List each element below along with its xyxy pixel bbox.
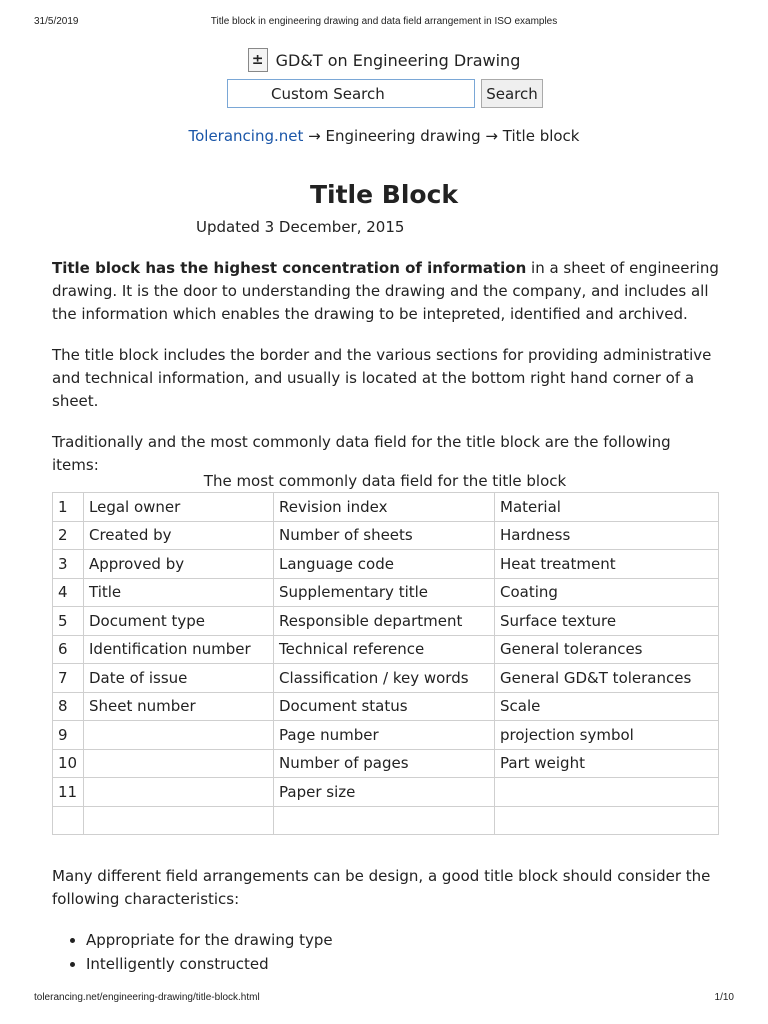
search-button[interactable]: Search <box>481 79 543 108</box>
row-number-cell: 8 <box>53 692 84 721</box>
table-row <box>53 664 719 693</box>
table-cell <box>84 749 274 778</box>
table-row <box>53 806 719 835</box>
table-cell <box>84 806 274 835</box>
row-number-cell: 11 <box>53 778 84 807</box>
table-cell: General tolerances <box>495 635 719 664</box>
row-number-cell: 1 <box>53 493 84 522</box>
table-row <box>53 607 719 636</box>
table-cell: Coating <box>495 578 719 607</box>
search-form <box>227 79 543 108</box>
table-cell: Created by <box>84 521 274 550</box>
table-cell: Heat treatment <box>495 550 719 579</box>
table-cell: Technical reference <box>274 635 495 664</box>
print-date: 31/5/2019 <box>34 16 79 27</box>
updated-date: Updated 3 December, 2015 <box>196 218 405 236</box>
arrangement-paragraph: Many different field arrangements can be design, a good title block should consider the following characteristics: <box>52 867 711 908</box>
table-cell <box>495 778 719 807</box>
row-number-cell: 3 <box>53 550 84 579</box>
breadcrumb-separator: → <box>485 127 498 145</box>
intro-rest-text: in a sheet of engineering drawing. It is the door to understanding the drawing and the company, and includes all the information which enables the drawing to be intepreted, identified and archived. <box>52 259 719 323</box>
breadcrumb-home-link[interactable]: Tolerancing.net <box>188 127 304 145</box>
row-number-cell: 5 <box>53 607 84 636</box>
table-cell: Surface texture <box>495 607 719 636</box>
table-row <box>53 692 719 721</box>
breadcrumb-separator: → <box>308 127 321 145</box>
table-row <box>53 721 719 750</box>
table-cell: Responsible department <box>274 607 495 636</box>
table-row <box>53 578 719 607</box>
title-block-fields-table <box>52 492 719 835</box>
table-cell: Number of pages <box>274 749 495 778</box>
table-cell: Identification number <box>84 635 274 664</box>
row-number-cell: 2 <box>53 521 84 550</box>
table-cell <box>84 778 274 807</box>
table-cell <box>495 806 719 835</box>
download-tray-icon[interactable]: ± <box>248 48 268 72</box>
breadcrumb-section: Engineering drawing <box>325 127 481 145</box>
table-cell: Document type <box>84 607 274 636</box>
intro-bold-text: Title block has the highest concentration of information <box>52 259 527 277</box>
table-cell: projection symbol <box>495 721 719 750</box>
table-cell: Document status <box>274 692 495 721</box>
table-cell: Scale <box>495 692 719 721</box>
list-item: • Appropriate for the drawing type <box>86 928 333 952</box>
table-row <box>53 749 719 778</box>
table-cell: Date of issue <box>84 664 274 693</box>
table-cell: Part weight <box>495 749 719 778</box>
print-page-title: Title block in engineering drawing and data field arrangement in ISO examples <box>210 16 558 27</box>
search-input[interactable] <box>227 79 475 108</box>
row-number-cell: 9 <box>53 721 84 750</box>
print-url: tolerancing.net/engineering-drawing/title-block.html <box>34 992 260 1003</box>
table-row <box>53 635 719 664</box>
intro-paragraph <box>52 257 720 326</box>
list-item: • Intelligently constructed <box>86 952 333 976</box>
table-cell: Legal owner <box>84 493 274 522</box>
row-number-cell <box>53 806 84 835</box>
table-cell: Supplementary title <box>274 578 495 607</box>
table-cell <box>274 806 495 835</box>
table-cell: Hardness <box>495 521 719 550</box>
breadcrumb-current: Title block <box>502 127 580 145</box>
table-cell: Number of sheets <box>274 521 495 550</box>
table-cell: Revision index <box>274 493 495 522</box>
table-cell <box>84 721 274 750</box>
table-cell: Paper size <box>274 778 495 807</box>
row-number-cell: 6 <box>53 635 84 664</box>
breadcrumb <box>0 127 768 145</box>
gdt-link-row <box>0 48 768 72</box>
table-cell: Sheet number <box>84 692 274 721</box>
row-number-cell: 10 <box>53 749 84 778</box>
table-caption: The most commonly data field for the title block <box>203 472 567 490</box>
table-row <box>53 550 719 579</box>
characteristics-list <box>52 928 333 976</box>
border-paragraph: The title block includes the border and the various sections for providing administrative and technical information, and usually is located at the bottom right hand corner of a sheet. <box>52 346 712 410</box>
page-title: Title Block <box>309 180 459 209</box>
page-counter: 1/10 <box>714 992 734 1003</box>
table-cell: Title <box>84 578 274 607</box>
table-row <box>53 493 719 522</box>
row-number-cell: 7 <box>53 664 84 693</box>
data-field-paragraph: Traditionally and the most commonly data field for the title block are the following items: <box>52 433 671 474</box>
table-cell: Language code <box>274 550 495 579</box>
table-cell: General GD&T tolerances <box>495 664 719 693</box>
table-row <box>53 778 719 807</box>
row-number-cell: 4 <box>53 578 84 607</box>
table-cell: Material <box>495 493 719 522</box>
table-cell: Page number <box>274 721 495 750</box>
table-row <box>53 521 719 550</box>
table-cell: Classification / key words <box>274 664 495 693</box>
table-cell: Approved by <box>84 550 274 579</box>
gdt-link[interactable]: GD&T on Engineering Drawing <box>275 50 521 70</box>
